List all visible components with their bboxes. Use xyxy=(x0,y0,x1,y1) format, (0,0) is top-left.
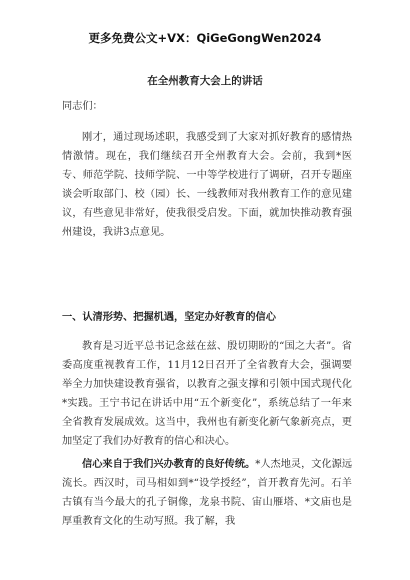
section-heading-1: 一、认清形势、把握机遇，坚定办好教育的信心 xyxy=(62,312,276,323)
paragraph-3-lead: 信心来自于我们兴办教育的良好传统。 xyxy=(82,459,256,470)
paragraph-3-rest: *人杰地灵，文化源远流长。西汉时，司马相如到*“设学授经”，首开教育先河。石羊古镇有当今最大的孔子铜像，龙泉书院、宙山雁塔、*文庙也是厚重教育文化的生动写照。我了解，我 xyxy=(62,459,353,527)
paragraph-2: 教育是习近平总书记念兹在兹、殷切期盼的“国之大者”。省委高度重视教育工作，11月12日召开了全省教育大会，强调要举全力加快建设教育强省，以教育之强支撑和引领中国式现代化*实践。王宁书记在讲话中用“五个新变化”，系统总结了一年来全省教育发展成效。这当中，我州也有新变化新气象新亮点，更加坚定了我们办好教育的信心和决心。 xyxy=(62,341,352,447)
paragraph-3 xyxy=(62,455,352,531)
document-header: 更多免费公文+VX：QiGeGongWen2024 xyxy=(88,31,322,45)
paragraph-1: 刚才，通过现场述职，我感受到了大家对抓好教育的感情热情激情。现在，我们继续召开全州教育大会。会前，我到*医专、师范学院、技师学院、一中等学校进行了调研，召开专题座谈会听取部门、校（园）长、一线教师对我州教育工作的意见建议，有些意见非常好，使我很受启发。下面，就加快推动教育强州建设，我讲3点意见。 xyxy=(62,132,352,238)
salutation: 同志们： xyxy=(62,101,103,112)
document-title: 在全州教育大会上的讲话 xyxy=(147,75,263,87)
